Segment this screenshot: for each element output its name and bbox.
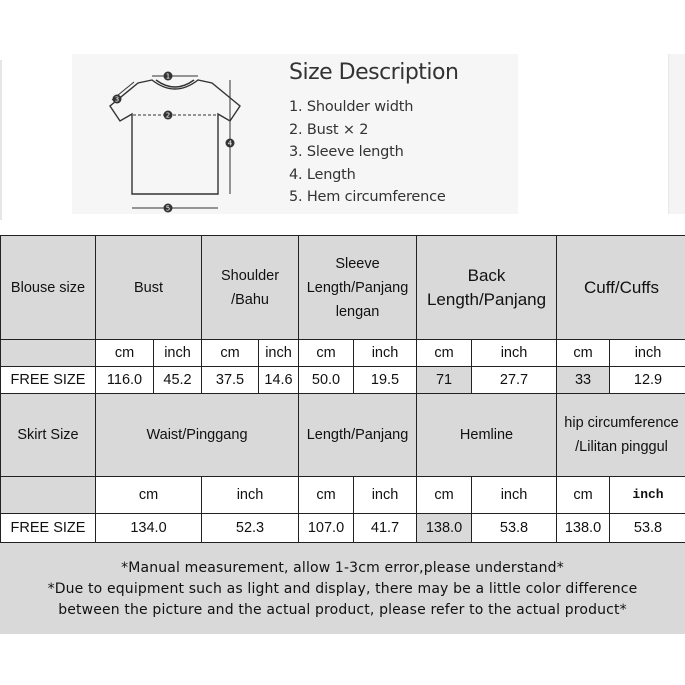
bust-header: Bust — [96, 236, 202, 340]
value-cell: 138.0 — [417, 514, 472, 543]
hemline-header: Hemline — [417, 394, 557, 477]
marker-2: 2 — [165, 111, 171, 120]
tshirt-outline — [110, 80, 240, 194]
size-chart-table — [0, 235, 685, 543]
disclaimer-notes — [0, 542, 685, 634]
skirt-units-row — [1, 477, 685, 514]
value-cell: 134.0 — [96, 514, 202, 543]
unit-cell: cm — [299, 340, 354, 367]
waist-header: Waist/Pinggang — [96, 394, 299, 477]
value-cell: 27.7 — [472, 367, 557, 394]
measurement-lines — [112, 76, 230, 208]
tshirt-measurement-diagram — [100, 66, 250, 214]
value-cell: 19.5 — [354, 367, 417, 394]
size-description-title: Size Description — [289, 60, 459, 85]
value-cell: 53.8 — [472, 514, 557, 543]
blouse-values-row — [1, 367, 685, 394]
description-item: 1. Shoulder width — [289, 99, 414, 115]
blouse-row-label: FREE SIZE — [1, 367, 96, 394]
cuff-header: Cuff/Cuffs — [557, 236, 685, 340]
note-line: *Due to equipment such as light and display, there may be a little color difference — [47, 581, 638, 597]
blouse-size-header: Blouse size — [1, 236, 96, 340]
marker-4: 4 — [227, 139, 233, 148]
value-cell: 37.5 — [202, 367, 259, 394]
units-empty-cell — [1, 477, 96, 514]
size-description-list — [289, 96, 446, 209]
description-item: 4. Length — [289, 166, 356, 183]
value-cell: 14.6 — [259, 367, 299, 394]
unit-cell: cm — [96, 340, 154, 367]
skirt-values-row — [1, 514, 685, 543]
value-cell: 116.0 — [96, 367, 154, 394]
unit-cell: inch — [472, 477, 557, 514]
unit-cell: cm — [557, 340, 610, 367]
unit-cell: inch — [259, 340, 299, 367]
back-length-header: Back Length/Panjang — [417, 236, 557, 340]
description-item: 2. Bust × 2 — [289, 121, 369, 138]
units-empty-cell — [1, 340, 96, 367]
value-cell: 71 — [417, 367, 472, 394]
skirt-header-row — [1, 394, 685, 477]
unit-cell: inch — [154, 340, 202, 367]
marker-5: 5 — [165, 204, 171, 213]
description-item: 5. Hem circumference — [289, 189, 446, 206]
blouse-units-row — [1, 340, 685, 367]
value-cell: 138.0 — [557, 514, 610, 543]
value-cell: 52.3 — [202, 514, 299, 543]
unit-cell: cm — [202, 340, 259, 367]
blouse-header-row — [1, 236, 685, 340]
unit-cell: inch — [354, 340, 417, 367]
sleeve-header: Sleeve Length/Panjang lengan — [299, 236, 417, 340]
note-line: between the picture and the actual product, please refer to the actual product* — [58, 602, 627, 618]
hip-header: hip circumference /Lilitan pinggul — [557, 394, 685, 477]
shoulder-header: Shoulder /Bahu — [202, 236, 299, 340]
description-item: 3. Sleeve length — [289, 144, 404, 161]
value-cell: 107.0 — [299, 514, 354, 543]
note-line: *Manual measurement, allow 1-3cm error,please understand* — [121, 560, 564, 576]
value-cell: 41.7 — [354, 514, 417, 543]
unit-cell: inch — [610, 477, 685, 514]
unit-cell: inch — [354, 477, 417, 514]
unit-cell: cm — [417, 477, 472, 514]
adjacent-panel-edge — [668, 54, 685, 214]
unit-cell: cm — [96, 477, 202, 514]
marker-1: 1 — [165, 72, 171, 81]
value-cell: 45.2 — [154, 367, 202, 394]
marker-3: 3 — [114, 95, 120, 104]
skirt-size-header: Skirt Size — [1, 394, 96, 477]
skirt-row-label: FREE SIZE — [1, 514, 96, 543]
value-cell: 12.9 — [610, 367, 685, 394]
skirt-length-header: Length/Panjang — [299, 394, 417, 477]
unit-cell: inch — [202, 477, 299, 514]
unit-cell: inch — [472, 340, 557, 367]
left-edge-strip — [0, 60, 2, 220]
unit-cell: inch — [610, 340, 685, 367]
unit-cell: cm — [417, 340, 472, 367]
unit-cell: cm — [299, 477, 354, 514]
value-cell: 33 — [557, 367, 610, 394]
unit-cell: cm — [557, 477, 610, 514]
value-cell: 50.0 — [299, 367, 354, 394]
value-cell: 53.8 — [610, 514, 685, 543]
